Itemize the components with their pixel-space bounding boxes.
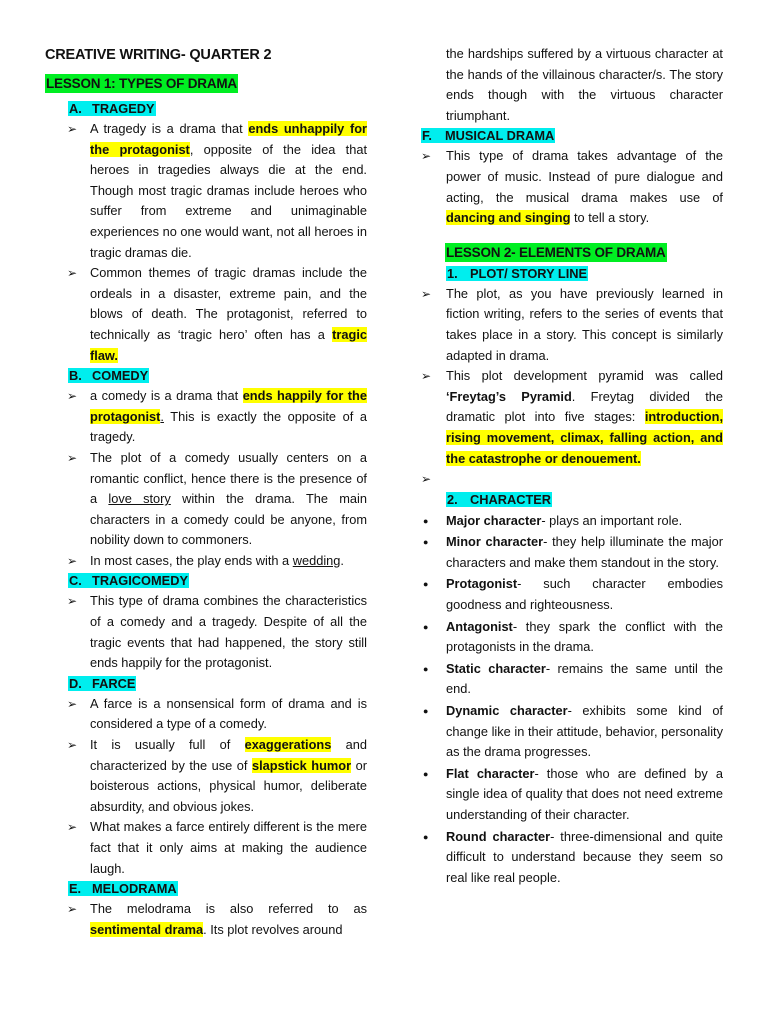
list-item: ➢ Common themes of tragic dramas include the ordeals in a disaster, extreme pain, and the blows of death. The protagonist, referred to technically as ‘tragic hero’ often has a tragic flaw. <box>67 265 367 363</box>
list-item: ➢ A farce is a nonsensical form of drama and is considered a type of a comedy. <box>67 695 367 732</box>
arrowhead-bullet-icon: ➢ <box>67 553 78 568</box>
list-item: ➢ This plot development pyramid was called ‘Freytag’s Pyramid. Freytag divided the dramatic plot into five stages: introduction, rising movement, climax, falling action, and the catastrophe or denouement. <box>421 368 723 466</box>
list-item-empty <box>421 469 723 490</box>
section-plot-heading: 1. PLOT/ STORY LINE <box>447 265 588 281</box>
dot-bullet-icon: ● <box>423 706 429 717</box>
arrowhead-bullet-icon: ➢ <box>67 389 78 404</box>
dot-bullet-icon: ● <box>423 831 429 842</box>
section-farce-heading: D. FARCE <box>69 675 136 691</box>
character-list-item <box>421 701 723 763</box>
character-term: Round character <box>446 828 551 844</box>
character-term: Protagonist <box>446 576 518 592</box>
character-term: Minor character <box>446 534 544 550</box>
character-description: - they spark the conflict with the protagonists in the drama. <box>446 618 723 655</box>
character-term: Antagonist <box>446 618 513 634</box>
list-item: ➢ The plot, as you have previously learned in fiction writing, refers to the series of events that takes place in a story. This concept is similarly adapted in drama. <box>421 285 723 363</box>
character-description: - plays an important role. <box>541 512 683 528</box>
dot-bullet-icon: ● <box>423 579 429 590</box>
character-list-item <box>421 574 723 615</box>
section-melodrama-heading: E. MELODRAMA <box>69 881 177 897</box>
lesson-1-heading: LESSON 1: TYPES OF DRAMA <box>46 76 237 91</box>
list-item: ➢ The plot of a comedy usually centers on a romantic conflict, hence there is the presence of a love story within the drama. The main characters in a comedy could be anyone, from nobility down to commoners. <box>67 449 367 548</box>
character-list-item <box>421 659 723 700</box>
character-term: Static character <box>446 660 546 676</box>
list-item: ➢ This type of drama takes advantage of the power of music. Instead of pure dialogue and acting, the musical drama makes use of dancing and singing to tell a story. <box>421 148 723 226</box>
list-item: ➢ It is usually full of exaggerations and characterized by the use of slapstick humor or boisterous actions, physical humor, deliberate absurdity, and obvious jokes. <box>67 737 368 814</box>
character-list-item <box>421 511 723 532</box>
list-item: ➢ A tragedy is a drama that ends unhappily for the protagonist, opposite of the idea that heroes in tragedies always die at the end. Though most tragic dramas include heroes who suffer from extreme and unimaginable experiences no one would want, not all heroes in tragic dramas die. <box>67 121 368 260</box>
document-title: CREATIVE WRITING- QUARTER 2 <box>45 47 272 63</box>
character-list-item <box>421 532 723 573</box>
arrowhead-bullet-icon: ➢ <box>421 369 432 384</box>
section-tragedy-heading: A. TRAGEDY <box>69 101 155 116</box>
arrowhead-bullet-icon: ➢ <box>67 122 78 136</box>
character-list-item <box>421 617 723 658</box>
arrowhead-bullet-icon: ➢ <box>421 149 432 164</box>
arrowhead-bullet-icon: ➢ <box>67 902 78 917</box>
list-item: ➢ The melodrama is also referred to as sentimental drama. Its plot revolves around <box>67 901 367 937</box>
list-item: ➢ This type of drama combines the characteristics of a comedy and a tragedy. Despite of all the tragic events that had happened, the story still ends happily for the protagonist. <box>67 593 367 671</box>
dot-bullet-icon: ● <box>423 663 429 674</box>
section-comedy-heading: B. COMEDY <box>69 368 149 384</box>
arrowhead-bullet-icon: ➢ <box>421 472 432 487</box>
character-term: Flat character <box>446 765 535 781</box>
section-tragicomedy-heading: C. TRAGICOMEDY <box>69 573 188 589</box>
list-item: ➢ What makes a farce entirely different is the mere fact that it only aims at making the audience laugh. <box>67 819 367 876</box>
arrowhead-bullet-icon: ➢ <box>67 594 78 609</box>
character-description: - they help illuminate the major characters and make them standout in the story. <box>446 534 724 570</box>
section-musical-drama-heading: F. MUSICAL DRAMA <box>422 128 555 144</box>
arrowhead-bullet-icon: ➢ <box>67 266 78 281</box>
arrowhead-bullet-icon: ➢ <box>67 738 78 753</box>
character-description: - three-dimensional and quite difficult to understand because they seem so real like real people. <box>446 828 723 885</box>
lesson-2-heading: LESSON 2- ELEMENTS OF DRAMA <box>446 244 666 260</box>
character-description: - remains the same until the end. <box>446 660 723 697</box>
character-description: - exhibits some kind of change like in their attitude, behavior, personality as the drama progresses. <box>446 703 723 760</box>
dot-bullet-icon: ● <box>423 768 429 779</box>
arrowhead-bullet-icon: ➢ <box>67 450 78 465</box>
character-list-item <box>421 764 723 826</box>
melodrama-continuation: the hardships suffered by a virtuous character at the hands of the villainous character/s. The story ends though with the virtuous character triumphant. <box>446 46 723 123</box>
character-term: Dynamic character <box>446 703 568 719</box>
arrowhead-bullet-icon: ➢ <box>421 286 432 301</box>
arrowhead-bullet-icon: ➢ <box>67 696 78 711</box>
right-column <box>421 44 723 888</box>
character-list-item <box>421 827 723 889</box>
character-list <box>421 511 723 889</box>
dot-bullet-icon: ● <box>423 621 429 632</box>
section-character-heading: 2. CHARACTER <box>447 491 552 507</box>
dot-bullet-icon: ● <box>423 515 429 526</box>
arrowhead-bullet-icon: ➢ <box>67 820 78 835</box>
character-description: - such character embodies goodness and righteousness. <box>446 576 723 613</box>
left-column <box>45 44 367 940</box>
character-description: - those who are defined by a single idea of quality that does not need extreme understanding of their character. <box>446 765 723 822</box>
list-item: ➢ In most cases, the play ends with a wedding. <box>45 551 367 572</box>
list-item: ➢ a comedy is a drama that ends happily for the protagonist. This is exactly the opposite of a tragedy. <box>67 388 367 445</box>
dot-bullet-icon: ● <box>423 537 429 548</box>
character-term: Major character <box>446 512 542 528</box>
